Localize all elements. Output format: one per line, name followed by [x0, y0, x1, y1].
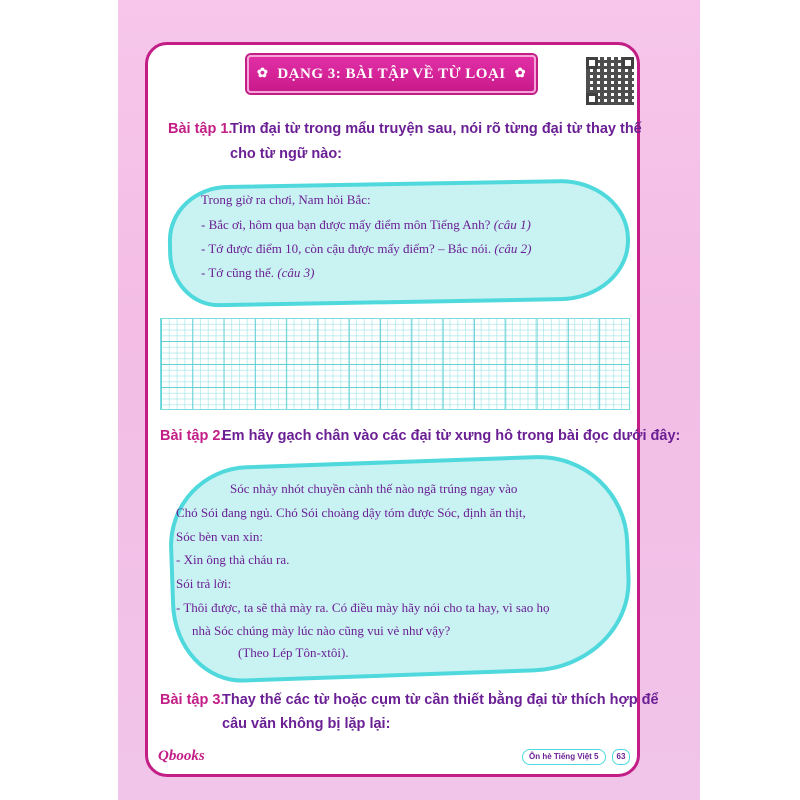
story-line: - Tớ được điểm 10, còn cậu được mấy điểm? – Bắc nói. (câu 2) [201, 241, 532, 256]
page-number: 63 [612, 749, 630, 765]
writing-grid[interactable] [160, 318, 630, 410]
reading-line: Chó Sói đang ngủ. Chó Sói choàng dậy tóm được Sóc, định ăn thịt, [176, 505, 526, 520]
exercise-3-prompt-line1: Thay thế các từ hoặc cụm từ cần thiết bằng đại từ thích hợp để [222, 692, 659, 708]
reading-line: - Xin ông thả cháu ra. [176, 552, 290, 567]
flower-icon: ✿ [257, 65, 269, 80]
book-title-tag: Ôn hè Tiếng Việt 5 [522, 749, 606, 765]
exercise-2-prompt: Em hãy gạch chân vào các đại từ xưng hô trong bài đọc dưới đây: [222, 428, 681, 444]
exercise-3-prompt-line2: câu văn không bị lặp lại: [222, 716, 391, 732]
banner-title: DẠNG 3: BÀI TẬP VỀ TỪ LOẠI [277, 65, 506, 82]
reading-line: Sóc bèn van xin: [176, 529, 264, 544]
reading-line: nhà Sóc chúng mày lúc nào cũng vui vẻ như vậy? [192, 623, 451, 638]
section-banner [247, 55, 536, 93]
story-line: - Bắc ơi, hôm qua bạn được mấy điểm môn Tiếng Anh? (câu 1) [201, 217, 531, 232]
reading-line: - Thôi được, ta sẽ thả mày ra. Có điều mày hãy nói cho ta hay, vì sao họ [176, 600, 550, 615]
story-line: Trong giờ ra chơi, Nam hỏi Bắc: [201, 192, 371, 207]
story-line: - Tớ cũng thế. (câu 3) [201, 265, 315, 280]
flower-icon: ✿ [514, 65, 526, 80]
exercise-2-label: Bài tập 2. [160, 428, 225, 444]
qr-code[interactable] [586, 57, 634, 105]
exercise-1-label: Bài tập 1. [168, 121, 233, 137]
publisher-logo: Qbooks [158, 748, 205, 764]
reading-line: Sóc nhảy nhót chuyền cành thế nào ngã trúng ngay vào [230, 481, 518, 496]
exercise-1-prompt-line1: Tìm đại từ trong mẩu truyện sau, nói rõ từng đại từ thay thế [230, 121, 642, 137]
exercise-3-label: Bài tập 3. [160, 692, 225, 708]
reading-source: (Theo Lép Tôn-xtôi). [238, 645, 349, 660]
reading-line: Sói trả lời: [176, 576, 232, 591]
exercise-1-prompt-line2: cho từ ngữ nào: [230, 146, 343, 162]
